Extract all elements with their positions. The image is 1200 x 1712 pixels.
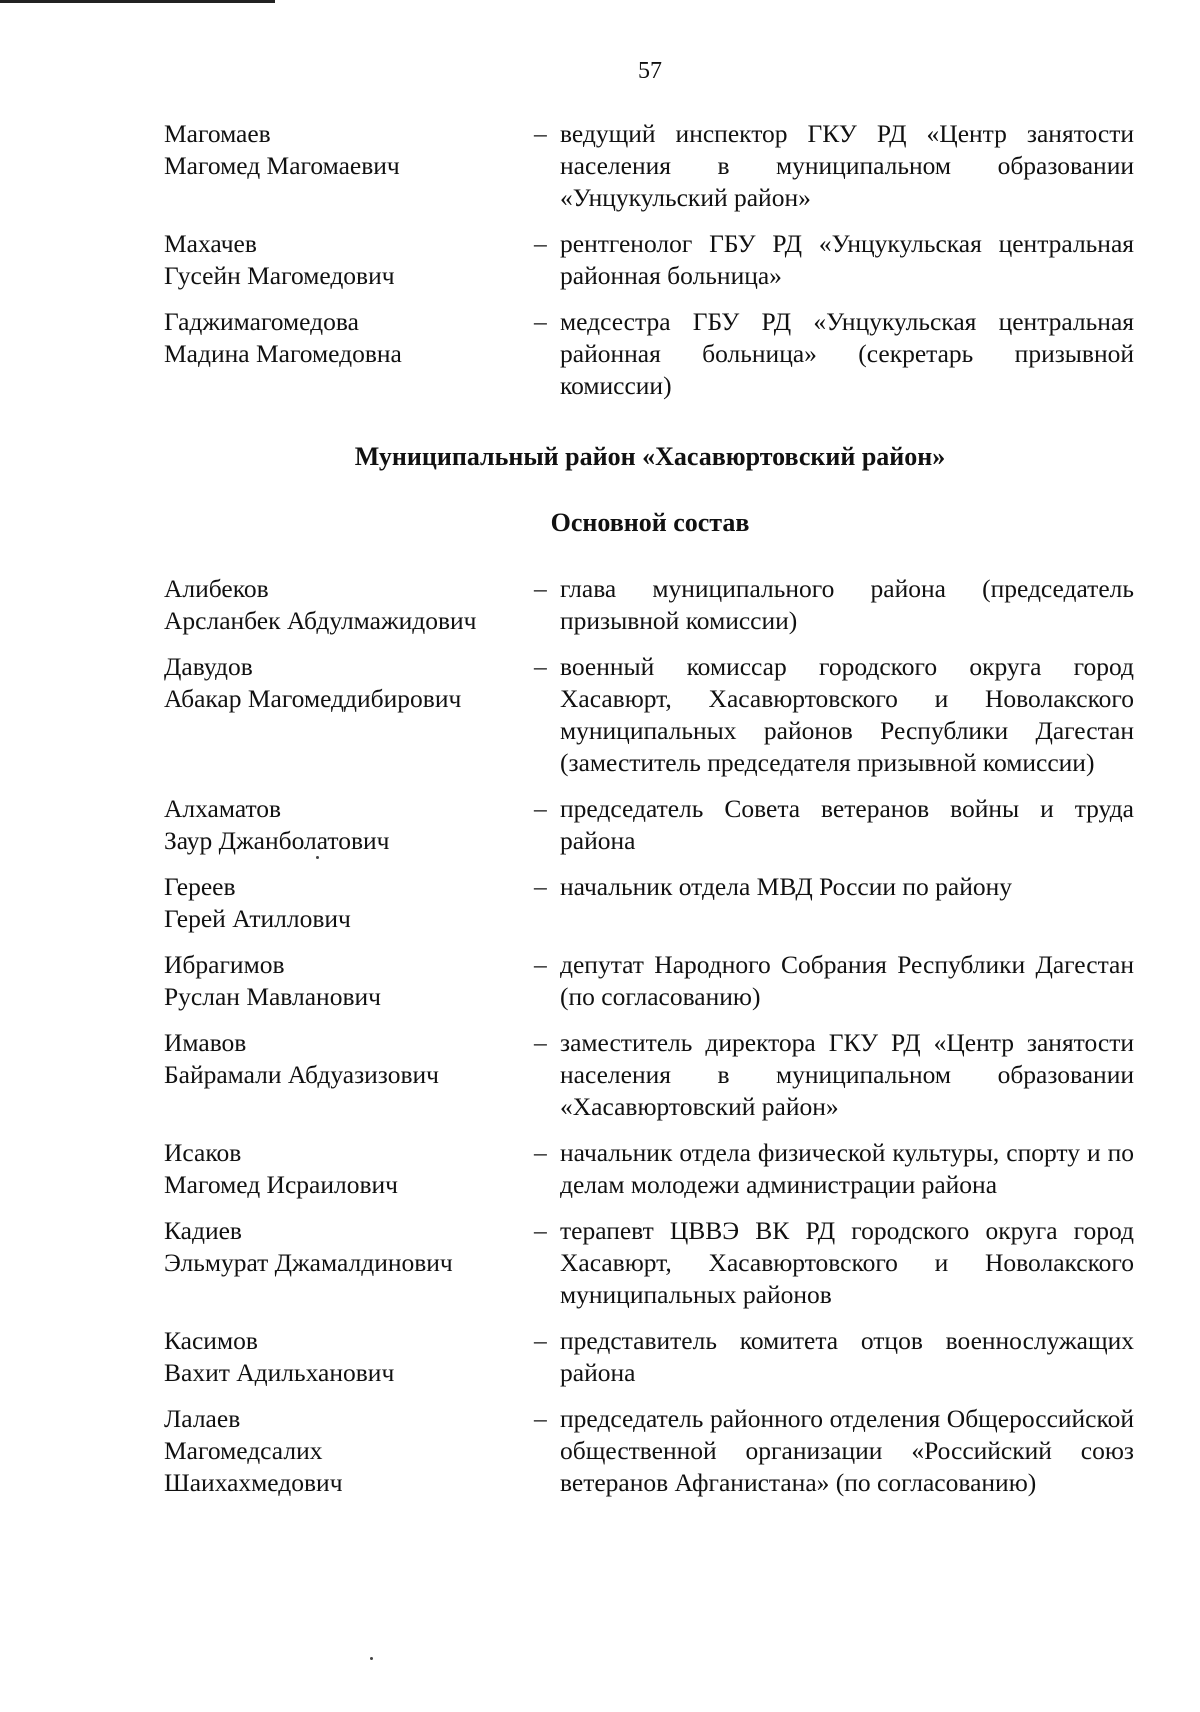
person-name [164,1403,534,1499]
person-role: представитель комитета отцов военнослужащих района [560,1326,1134,1387]
person-role: депутат Народного Собрания Республики Дагестан (по согласованию) [560,950,1134,1011]
person-surname: Алибеков [164,574,269,603]
list-item [164,949,1134,1013]
list-item [164,1027,1134,1123]
person-given-name: Байрамали Абдуазизович [164,1060,439,1089]
person-name [164,228,534,292]
list-item [164,228,1134,292]
person-given-name: Руслан Мавланович [164,982,381,1011]
dash: – [534,1404,547,1433]
section-title: Муниципальный район «Хасавюртовский район» [354,442,946,471]
person-given-name: Гусейн Магомедович [164,261,395,290]
list-item [164,1215,1134,1311]
person-role: рентгенолог ГБУ РД «Унцукульская центральная районная больница» [560,229,1134,290]
person-surname: Кадиев [164,1216,242,1245]
list-item [164,651,1134,779]
person-surname: Давудов [164,652,253,681]
person-name [164,1027,534,1123]
person-given-name: Вахит Адильханович [164,1358,395,1387]
person-name [164,871,534,935]
list-item [164,573,1134,637]
person-surname: Алхаматов [164,794,282,823]
person-name [164,949,534,1013]
person-role: начальник отдела МВД России по району [560,872,1013,901]
person-surname: Касимов [164,1326,258,1355]
list-item [164,118,1134,214]
person-role: медсестра ГБУ РД «Унцукульская центральная районная больница» (секретарь призывной комиссии) [560,307,1134,400]
person-given-name: Эльмурат Джамалдинович [164,1248,453,1277]
person-role: ведущий инспектор ГКУ РД «Центр занятости населения в муниципальном образовании «Унцукульский район» [560,119,1134,212]
scan-speck [316,856,319,859]
dash: – [534,229,547,258]
dash: – [534,1138,547,1167]
person-role: начальник отдела физической культуры, спорту и по делам молодежи администрации района [560,1138,1134,1199]
person-name [164,306,534,402]
person-given-name: Магомед Исраилович [164,1170,398,1199]
scan-speck [370,1657,373,1660]
person-surname: Магомаев [164,119,271,148]
person-surname: Махачев [164,229,257,258]
person-name [164,1325,534,1389]
person-surname: Имавов [164,1028,247,1057]
list-item [164,306,1134,402]
person-surname: Гаджимагомедова [164,307,359,336]
dash: – [534,652,547,681]
list-item [164,871,1134,935]
person-given-name: Шаихахмедович [164,1468,343,1497]
person-role: председатель районного отделения Общероссийской общественной организации «Российский союз ветеранов Афганистана» (по согласованию) [560,1404,1134,1497]
person-name [164,651,534,779]
person-name [164,793,534,857]
dash: – [534,950,547,979]
person-role: военный комиссар городского округа город Хасавюрт, Хасавюртовского и Новолакского муниципальных районов Республики Дагестан (заместитель председателя призывной комиссии) [560,652,1134,777]
person-role: председатель Совета ветеранов войны и труда района [560,794,1134,855]
person-given-name: Магомедсалих [164,1436,323,1465]
person-surname: Лалаев [164,1404,241,1433]
person-surname: Исаков [164,1138,242,1167]
person-name [164,1137,534,1201]
person-name [164,118,534,214]
person-surname: Гереев [164,872,236,901]
person-surname: Ибрагимов [164,950,285,979]
dash: – [534,1216,547,1245]
dash: – [534,1326,547,1355]
list-item [164,1403,1134,1499]
person-given-name: Заур Джанболатович [164,826,390,855]
person-given-name: Арсланбек Абдулмажидович [164,606,477,635]
person-given-name: Мадина Магомедовна [164,339,402,368]
person-given-name: Абакар Магомеддибирович [164,684,462,713]
list-item [164,1137,1134,1201]
top-rule [0,0,275,3]
dash: – [534,794,547,823]
subsection-title: Основной состав [550,508,750,537]
dash: – [534,574,547,603]
page-number: 57 [638,58,662,84]
person-role: терапевт ЦВВЭ ВК РД городского округа город Хасавюрт, Хасавюртовского и Новолакского муниципальных районов [560,1216,1134,1309]
person-name [164,1215,534,1311]
entries-main-list [164,573,1134,1513]
list-item [164,1325,1134,1389]
dash: – [534,1028,547,1057]
dash: – [534,307,547,336]
dash: – [534,119,547,148]
person-role: заместитель директора ГКУ РД «Центр занятости населения в муниципальном образовании «Хасавюртовский район» [560,1028,1134,1121]
person-name [164,573,534,637]
list-item [164,793,1134,857]
dash: – [534,872,547,901]
person-given-name: Магомед Магомаевич [164,151,400,180]
entries-top-list [164,118,1134,416]
person-given-name: Герей Атиллович [164,904,351,933]
person-role: глава муниципального района (председатель призывной комиссии) [560,574,1134,635]
